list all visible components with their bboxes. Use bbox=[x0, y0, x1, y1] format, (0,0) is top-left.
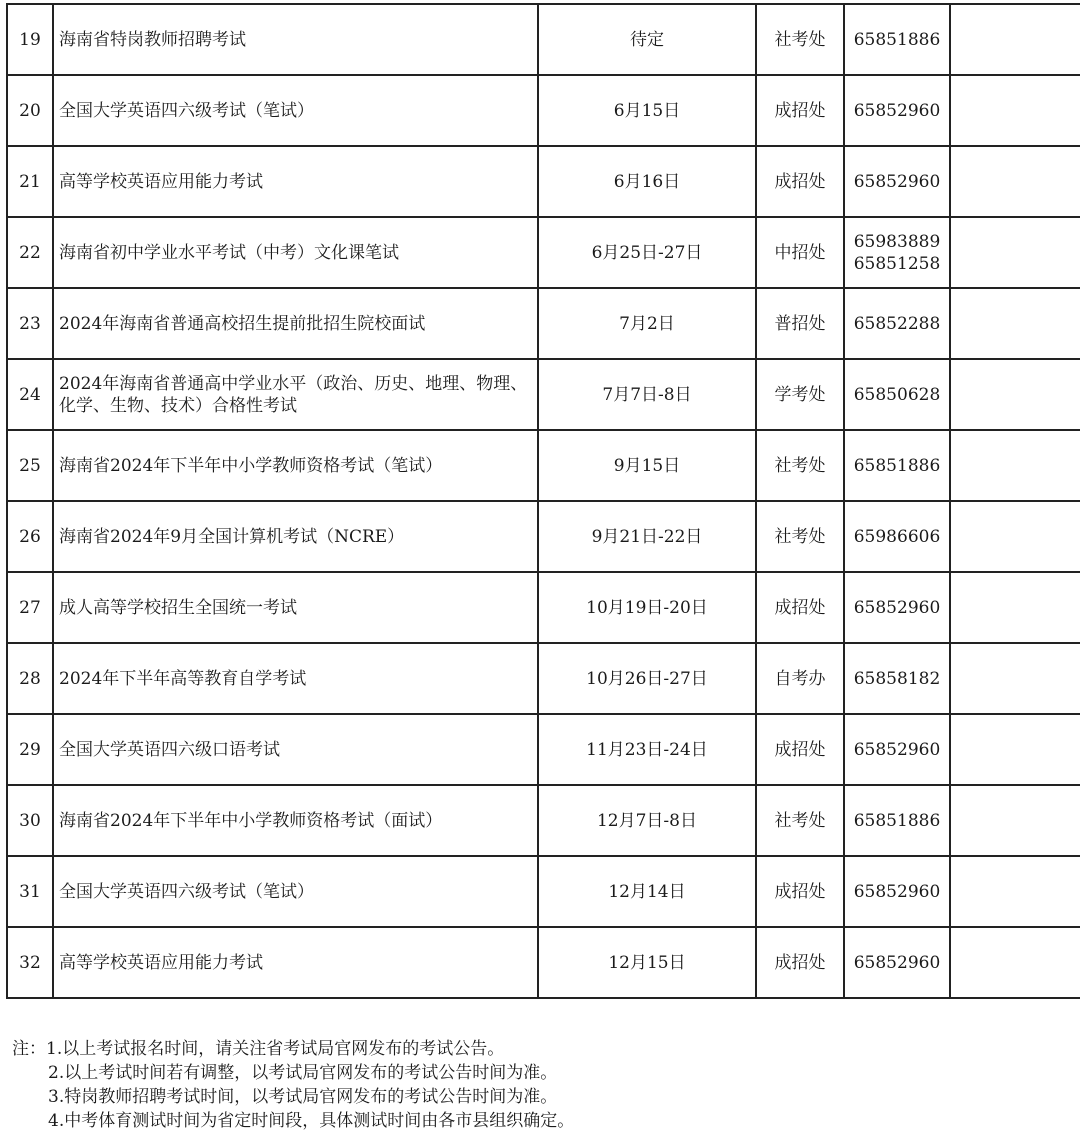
phone-number: 65852960 bbox=[853, 597, 941, 618]
exam-name-cell: 成人高等学校招生全国统一考试 bbox=[53, 572, 538, 643]
exam-date-cell: 6月16日 bbox=[538, 146, 756, 217]
phone-cell bbox=[844, 927, 950, 998]
phone-number: 65852960 bbox=[853, 739, 941, 760]
note-text-3: 3.特岗教师招聘考试时间，以考试局官网发布的考试公告时间为准。 bbox=[48, 1087, 558, 1107]
department-cell: 社考处 bbox=[756, 785, 844, 856]
row-number-cell: 28 bbox=[7, 643, 53, 714]
remark-cell bbox=[950, 75, 1080, 146]
row-number-cell: 26 bbox=[7, 501, 53, 572]
exam-name-cell: 海南省2024年下半年中小学教师资格考试（面试） bbox=[53, 785, 538, 856]
exam-name-cell: 2024年下半年高等教育自学考试 bbox=[53, 643, 538, 714]
phone-cell bbox=[844, 643, 950, 714]
table-row bbox=[7, 288, 1080, 359]
exam-name-cell: 海南省2024年9月全国计算机考试（NCRE） bbox=[53, 501, 538, 572]
phone-cell bbox=[844, 501, 950, 572]
note-line-4 bbox=[12, 1109, 1072, 1133]
department-cell: 成招处 bbox=[756, 572, 844, 643]
remark-cell bbox=[950, 927, 1080, 998]
exam-date-cell: 6月25日-27日 bbox=[538, 217, 756, 288]
remark-cell bbox=[950, 714, 1080, 785]
row-number-cell: 30 bbox=[7, 785, 53, 856]
remark-cell bbox=[950, 359, 1080, 430]
note-text-2: 2.以上考试时间若有调整，以考试局官网发布的考试公告时间为准。 bbox=[48, 1063, 558, 1083]
remark-cell bbox=[950, 430, 1080, 501]
exam-schedule-body bbox=[7, 4, 1080, 998]
exam-date-cell: 12月15日 bbox=[538, 927, 756, 998]
phone-cell bbox=[844, 359, 950, 430]
department-cell: 社考处 bbox=[756, 501, 844, 572]
table-row bbox=[7, 430, 1080, 501]
phone-cell bbox=[844, 856, 950, 927]
row-number-cell: 19 bbox=[7, 4, 53, 75]
phone-number: 65851886 bbox=[853, 29, 941, 50]
phone-cell bbox=[844, 146, 950, 217]
department-cell: 普招处 bbox=[756, 288, 844, 359]
row-number-cell: 32 bbox=[7, 927, 53, 998]
exam-date-cell: 12月14日 bbox=[538, 856, 756, 927]
phone-cell bbox=[844, 217, 950, 288]
note-text-1: 1.以上考试报名时间，请关注省考试局官网发布的考试公告。 bbox=[46, 1039, 505, 1059]
department-cell: 成招处 bbox=[756, 856, 844, 927]
phone-number: 65852960 bbox=[853, 881, 941, 902]
phone-cell bbox=[844, 75, 950, 146]
exam-name-cell: 高等学校英语应用能力考试 bbox=[53, 146, 538, 217]
exam-date-cell: 10月19日-20日 bbox=[538, 572, 756, 643]
note-text-4: 4.中考体育测试时间为省定时间段，具体测试时间由各市县组织确定。 bbox=[48, 1111, 575, 1131]
row-number-cell: 31 bbox=[7, 856, 53, 927]
exam-date-cell: 6月15日 bbox=[538, 75, 756, 146]
remark-cell bbox=[950, 146, 1080, 217]
exam-name-cell: 高等学校英语应用能力考试 bbox=[53, 927, 538, 998]
phone-number: 65986606 bbox=[853, 526, 941, 547]
table-row bbox=[7, 572, 1080, 643]
row-number-cell: 22 bbox=[7, 217, 53, 288]
department-cell: 社考处 bbox=[756, 4, 844, 75]
remark-cell bbox=[950, 288, 1080, 359]
exam-schedule-table bbox=[6, 3, 1080, 999]
phone-number: 65851258 bbox=[853, 253, 941, 274]
remark-cell bbox=[950, 572, 1080, 643]
phone-number: 65851886 bbox=[853, 455, 941, 476]
table-row bbox=[7, 856, 1080, 927]
phone-cell bbox=[844, 785, 950, 856]
note-line-1 bbox=[12, 1037, 1072, 1061]
table-row bbox=[7, 146, 1080, 217]
table-row bbox=[7, 501, 1080, 572]
remark-cell bbox=[950, 4, 1080, 75]
department-cell: 自考办 bbox=[756, 643, 844, 714]
department-cell: 成招处 bbox=[756, 146, 844, 217]
phone-number: 65858182 bbox=[853, 668, 941, 689]
exam-name-cell: 全国大学英语四六级考试（笔试） bbox=[53, 75, 538, 146]
phone-cell bbox=[844, 430, 950, 501]
row-number-cell: 20 bbox=[7, 75, 53, 146]
phone-number: 65852960 bbox=[853, 171, 941, 192]
remark-cell bbox=[950, 217, 1080, 288]
table-row bbox=[7, 785, 1080, 856]
exam-date-cell: 7月2日 bbox=[538, 288, 756, 359]
table-row bbox=[7, 217, 1080, 288]
row-number-cell: 24 bbox=[7, 359, 53, 430]
notes-section bbox=[12, 1037, 1072, 1133]
department-cell: 成招处 bbox=[756, 75, 844, 146]
exam-name-cell: 海南省特岗教师招聘考试 bbox=[53, 4, 538, 75]
exam-date-cell: 10月26日-27日 bbox=[538, 643, 756, 714]
exam-date-cell: 7月7日-8日 bbox=[538, 359, 756, 430]
phone-cell bbox=[844, 572, 950, 643]
phone-cell bbox=[844, 714, 950, 785]
table-row bbox=[7, 359, 1080, 430]
exam-name-cell: 全国大学英语四六级口语考试 bbox=[53, 714, 538, 785]
table-row bbox=[7, 714, 1080, 785]
exam-name-cell: 2024年海南省普通高中学业水平（政治、历史、地理、物理、化学、生物、技术）合格性考试 bbox=[53, 359, 538, 430]
department-cell: 成招处 bbox=[756, 714, 844, 785]
exam-name-cell: 2024年海南省普通高校招生提前批招生院校面试 bbox=[53, 288, 538, 359]
exam-name-cell: 全国大学英语四六级考试（笔试） bbox=[53, 856, 538, 927]
remark-cell bbox=[950, 785, 1080, 856]
exam-date-cell: 待定 bbox=[538, 4, 756, 75]
exam-date-cell: 12月7日-8日 bbox=[538, 785, 756, 856]
remark-cell bbox=[950, 643, 1080, 714]
phone-number: 65850628 bbox=[853, 384, 941, 405]
note-line-2 bbox=[12, 1061, 1072, 1085]
table-row bbox=[7, 75, 1080, 146]
department-cell: 学考处 bbox=[756, 359, 844, 430]
exam-date-cell: 11月23日-24日 bbox=[538, 714, 756, 785]
exam-date-cell: 9月15日 bbox=[538, 430, 756, 501]
notes-prefix: 注： bbox=[12, 1039, 46, 1059]
row-number-cell: 23 bbox=[7, 288, 53, 359]
exam-name-cell: 海南省初中学业水平考试（中考）文化课笔试 bbox=[53, 217, 538, 288]
department-cell: 中招处 bbox=[756, 217, 844, 288]
phone-number: 65983889 bbox=[853, 231, 941, 252]
exam-name-cell: 海南省2024年下半年中小学教师资格考试（笔试） bbox=[53, 430, 538, 501]
department-cell: 社考处 bbox=[756, 430, 844, 501]
phone-number: 65852288 bbox=[853, 313, 941, 334]
phone-number: 65851886 bbox=[853, 810, 941, 831]
exam-date-cell: 9月21日-22日 bbox=[538, 501, 756, 572]
row-number-cell: 25 bbox=[7, 430, 53, 501]
note-line-3 bbox=[12, 1085, 1072, 1109]
phone-cell bbox=[844, 4, 950, 75]
table-row bbox=[7, 927, 1080, 998]
phone-number: 65852960 bbox=[853, 952, 941, 973]
department-cell: 成招处 bbox=[756, 927, 844, 998]
table-row bbox=[7, 4, 1080, 75]
row-number-cell: 29 bbox=[7, 714, 53, 785]
row-number-cell: 27 bbox=[7, 572, 53, 643]
table-row bbox=[7, 643, 1080, 714]
row-number-cell: 21 bbox=[7, 146, 53, 217]
phone-cell bbox=[844, 288, 950, 359]
phone-number: 65852960 bbox=[853, 100, 941, 121]
remark-cell bbox=[950, 501, 1080, 572]
remark-cell bbox=[950, 856, 1080, 927]
